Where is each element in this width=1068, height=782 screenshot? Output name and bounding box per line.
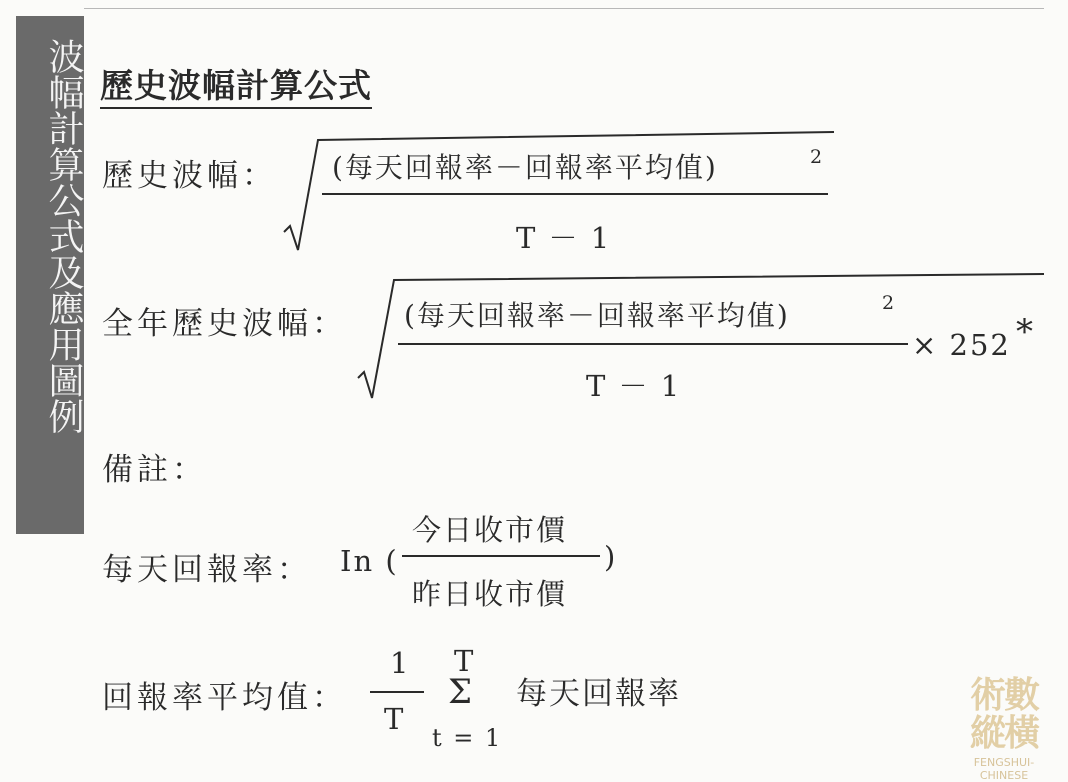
daily-return-func: In ( (340, 544, 399, 578)
sidebar-label: 波幅計算公式及應用圖例 (43, 38, 84, 434)
annual-vol-denominator: T － 1 (586, 369, 682, 403)
daily-return-close-paren: ) (604, 540, 618, 574)
hist-vol-label: 歷史波幅： (102, 158, 277, 194)
hist-vol-exponent: 2 (810, 146, 823, 168)
daily-return-denominator: 昨日收市價 (412, 577, 568, 611)
annual-vol-exponent: 2 (882, 292, 895, 314)
annual-vol-multiplier: × 252 (912, 328, 1011, 362)
mean-return-term: 每天回報率 (516, 676, 681, 712)
sigma-symbol: Σ (448, 672, 473, 712)
notes-label: 備註： (102, 452, 207, 488)
mean-return-label: 回報率平均值： (102, 680, 347, 716)
hist-vol-numerator: (每天回報率－回報率平均值) (332, 151, 718, 184)
hist-vol-denominator: T － 1 (516, 221, 612, 255)
mean-frac-denominator: T (384, 702, 406, 736)
sigma-upper: T (454, 644, 476, 678)
annual-vol-numerator: (每天回報率－回報率平均值) (404, 299, 790, 332)
mean-frac-numerator: 1 (390, 646, 411, 680)
annual-vol-label: 全年歷史波幅： (102, 306, 347, 342)
daily-return-numerator: 今日收市價 (412, 513, 568, 547)
watermark-logo (956, 674, 1052, 782)
watermark-line2: 縱橫 (969, 712, 1038, 754)
watermark-line1: 術數 (969, 674, 1038, 716)
page-title: 歷史波幅計算公式 (100, 66, 372, 109)
watermark-caption: FENGSHUI-CHINESE (973, 756, 1035, 782)
annual-vol-asterisk: * (1016, 312, 1033, 352)
daily-return-label: 每天回報率： (102, 552, 312, 588)
sigma-lower: t = 1 (432, 724, 503, 752)
